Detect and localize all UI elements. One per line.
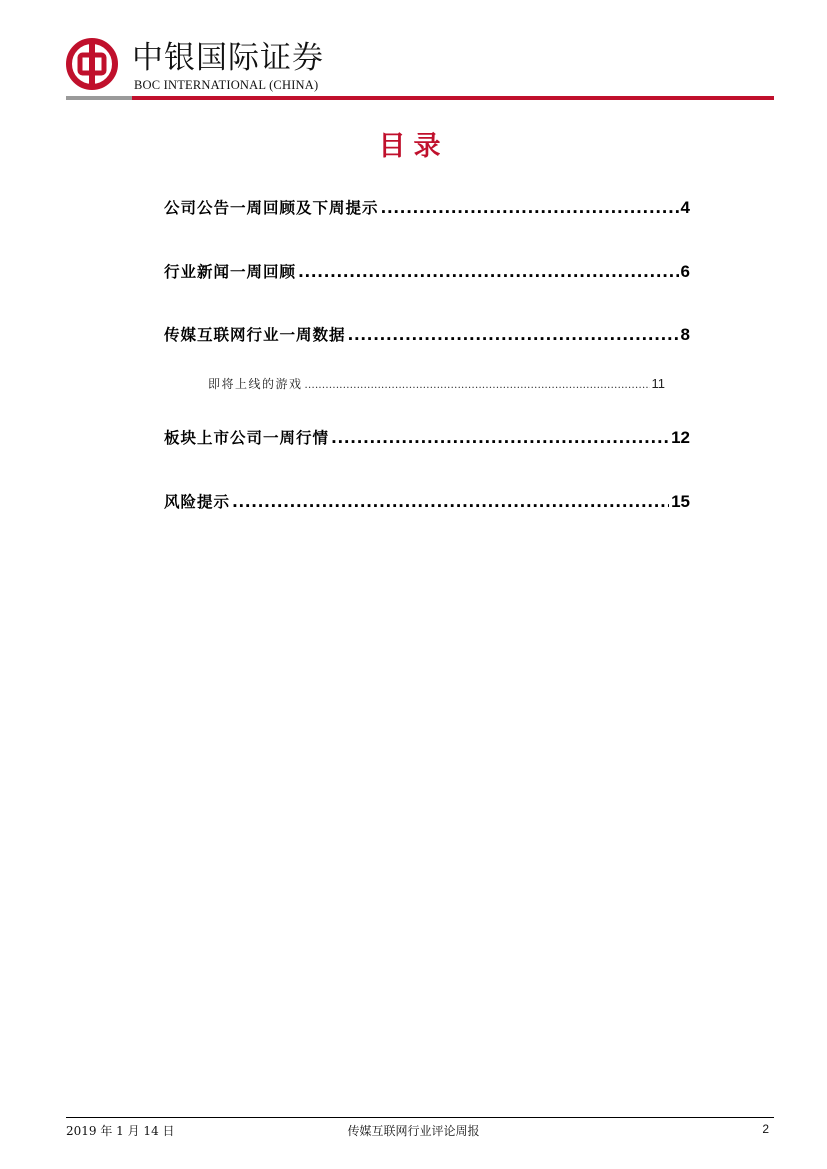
toc-entry-page: 8 xyxy=(680,325,690,344)
toc-dot-leader xyxy=(305,380,650,391)
header-divider-grey xyxy=(66,96,132,100)
toc-entry-label: 即将上线的游戏 xyxy=(208,377,303,391)
toc-dot-leader xyxy=(331,429,669,447)
brand-name-english: BOC INTERNATIONAL (CHINA) xyxy=(134,78,319,92)
toc-dot-leader xyxy=(232,493,669,511)
toc-entry-page: 4 xyxy=(680,198,690,217)
footer-date: 2019 年 1 月 14 日 xyxy=(66,1124,175,1138)
toc-title: 目录 xyxy=(378,131,449,162)
header-divider-red xyxy=(132,96,774,100)
toc-entry-label: 板块上市公司一周行情 xyxy=(164,429,330,447)
toc-entry-industry-news[interactable] xyxy=(164,260,690,282)
toc-entry-label: 公司公告一周回顾及下周提示 xyxy=(164,199,379,217)
boc-logo-icon xyxy=(66,38,118,90)
toc-entry-label: 风险提示 xyxy=(164,493,231,511)
footer-page-number: 2 xyxy=(762,1122,769,1136)
toc-entry-page: 11 xyxy=(651,376,665,391)
toc-entry-page: 12 xyxy=(671,428,690,447)
toc-entry-upcoming-games[interactable] xyxy=(208,375,665,392)
toc-entry-label: 传媒互联网行业一周数据 xyxy=(164,326,346,344)
toc-entry-page: 15 xyxy=(671,492,690,511)
page-header xyxy=(66,38,774,102)
toc-entry-sector-market[interactable] xyxy=(164,426,690,448)
toc-dot-leader xyxy=(348,326,679,344)
toc-entry-company-announcements[interactable] xyxy=(164,196,690,218)
toc-entry-page: 6 xyxy=(680,262,690,281)
toc-dot-leader xyxy=(381,199,679,217)
footer-report-title: 传媒互联网行业评论周报 xyxy=(347,1124,480,1138)
brand-name-chinese: 中银国际证券 xyxy=(132,40,324,76)
toc-entry-weekly-data[interactable] xyxy=(164,323,690,345)
toc-dot-leader xyxy=(298,263,679,281)
toc-entry-risk-warning[interactable] xyxy=(164,490,690,512)
toc-entry-label: 行业新闻一周回顾 xyxy=(164,263,297,281)
footer-divider xyxy=(66,1117,774,1118)
